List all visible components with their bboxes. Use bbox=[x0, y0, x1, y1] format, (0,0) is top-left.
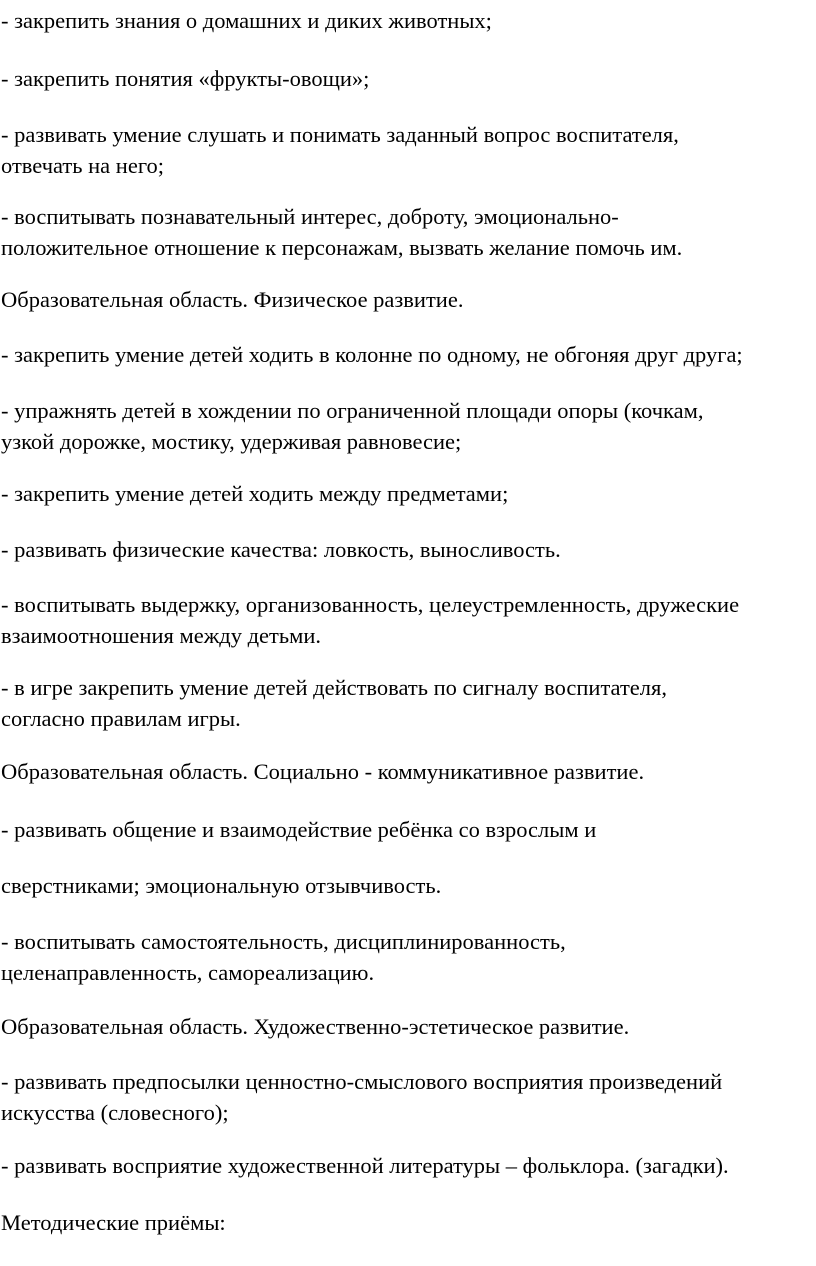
text-line: согласно правилам игры. bbox=[1, 706, 241, 731]
text-line: - развивать общение и взаимодействие ребёнка со взрослым и bbox=[1, 817, 597, 842]
text-line: - упражнять детей в хождении по ограниченной площади опоры (кочкам, bbox=[1, 398, 704, 423]
text-line: сверстниками; эмоциональную отзывчивость. bbox=[1, 873, 442, 898]
section-heading-physical bbox=[1, 284, 816, 315]
text-line: - развивать умение слушать и понимать заданный вопрос воспитателя, bbox=[1, 122, 679, 147]
text-line: целенаправленность, самореализацию. bbox=[1, 960, 375, 985]
text-line: - развивать предпосылки ценностно-смыслового восприятия произведений bbox=[1, 1069, 723, 1094]
text-line: - закрепить знания о домашних и диких животных; bbox=[1, 8, 492, 33]
section-heading-social bbox=[1, 756, 816, 787]
text-line: Образовательная область. Художественно-эстетическое развитие. bbox=[1, 1014, 630, 1039]
section-heading-methods bbox=[1, 1207, 816, 1238]
paragraph-3 bbox=[1, 119, 816, 181]
paragraph-15 bbox=[1, 926, 816, 988]
text-line: Образовательная область. Физическое развитие. bbox=[1, 287, 464, 312]
section-heading-artistic bbox=[1, 1011, 816, 1042]
text-line: Образовательная область. Социально - коммуникативное развитие. bbox=[1, 759, 645, 784]
paragraph-7 bbox=[1, 395, 816, 457]
text-line: - закрепить умение детей ходить между предметами; bbox=[1, 481, 509, 506]
paragraph-13 bbox=[1, 814, 816, 845]
paragraph-4 bbox=[1, 201, 816, 263]
text-line: положительное отношение к персонажам, вызвать желание помочь им. bbox=[1, 235, 683, 260]
paragraph-10 bbox=[1, 589, 816, 651]
text-line: взаимоотношения между детьми. bbox=[1, 623, 321, 648]
text-line: - воспитывать выдержку, организованность, целеустремленность, дружеские bbox=[1, 592, 740, 617]
paragraph-14 bbox=[1, 870, 816, 901]
paragraph-18 bbox=[1, 1150, 816, 1181]
paragraph-17 bbox=[1, 1066, 816, 1128]
text-line: - закрепить умение детей ходить в колонне по одному, не обгоняя друг друга; bbox=[1, 342, 743, 367]
text-line: узкой дорожке, мостику, удерживая равновесие; bbox=[1, 429, 462, 454]
paragraph-9 bbox=[1, 534, 816, 565]
text-line: отвечать на него; bbox=[1, 153, 164, 178]
text-line: - развивать восприятие художественной литературы – фольклора. (загадки). bbox=[1, 1153, 729, 1178]
paragraph-11 bbox=[1, 672, 816, 734]
text-line: искусства (словесного); bbox=[1, 1100, 229, 1125]
text-line: - воспитывать познавательный интерес, доброту, эмоционально- bbox=[1, 204, 619, 229]
paragraph-2 bbox=[1, 63, 816, 94]
paragraph-1 bbox=[1, 5, 816, 36]
text-line: - воспитывать самостоятельность, дисциплинированность, bbox=[1, 929, 566, 954]
text-line: - развивать физические качества: ловкость, выносливость. bbox=[1, 537, 561, 562]
text-line: Методические приёмы: bbox=[1, 1210, 226, 1235]
paragraph-8 bbox=[1, 478, 816, 509]
paragraph-6 bbox=[1, 339, 816, 370]
text-line: - в игре закрепить умение детей действовать по сигналу воспитателя, bbox=[1, 675, 667, 700]
text-line: - закрепить понятия «фрукты-овощи»; bbox=[1, 66, 370, 91]
